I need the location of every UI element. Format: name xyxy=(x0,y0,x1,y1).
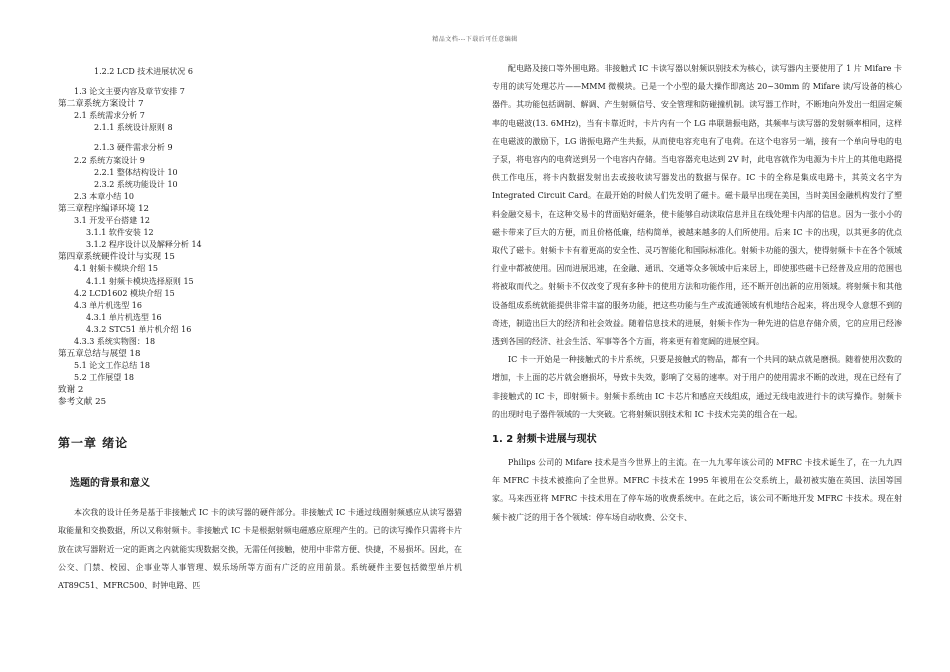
right-paragraph-1: 配电路及接口等外围电路。非接触式 IC 卡读写器以射频识别技术为核心，读写器内主要使用了 1 片 Mifare 卡专用的读写处理芯片——MMM 微模块。已是一个小型的最大操作即离达 20~30mm 的 Mifare 读/写设备的核心器件。其功能包括调制、解调、产生射频信号、安全管理和防碰撞机制。读写器工作时，不断地向外发出一组固定频率的电磁波(13. 6MHz)，当有卡靠近时，卡片内有一个 LG 串联谐振电路，其频率与读写器的发射频率相同，这样在电磁波的激励下，LG 谐振电路产生共振，从而使电容充电有了电荷。在这个电容另一端，接有一个单向导电的电子泵，将电容内的电荷送到另一个电容内存储。当电容器充电达到 2V 时，此电容就作为电源为卡片上的其他电路提供工作电压，将卡内数据发射出去或接收读写器发出的数据与保存。IC 卡的全称是集成电路卡，其英文名字为 Integrated Circuit Card。在最开始的时候人们先发明了磁卡。磁卡最早出现在美国，当时美国金融机构发行了塑料金融交易卡，在这种交易卡的背面贴好磁条，使卡能够自动读取信息并且在线处理卡内部的信息。因为一张小小的磁卡带来了巨大的方便，而且价格低廉，结构简单，被越来越多的人们所使用。后来 IC 卡的出现，以其更多的优点取代了磁卡。射频卡卡有着更高的安全性、灵巧智能化和国际标准化。射频卡功能的强大，使得射频卡卡在各个领域行业中都被使用。因而进展迅速，在金融、通讯、交通等众多领域中后来居上，即使那些磁卡已经普及应用的范围也将被取而代之。射频卡不仅改变了现有多种卡的使用方法和功能作用，还不断开创出新的应用领域。将射频卡和其他设备组成系统就能提供非常丰富的服务功能，把这些功能与生产或流通领域有机地结合起来，将出现令人意想不到的奇迹，制造出巨大的经济和社会效益。随着信息技术的进展，射频卡作为一种先进的信息存储介质，它的应用已经渗透到各国的经济、社会生活、军事等各个方面，将来更有着宽阔的进展空间。 xyxy=(492,64,902,347)
left-paragraph: 本次我的设计任务是基于非接触式 IC 卡的读写器的硬件部分。非接触式 IC 卡通过线圈射频感应从读写器猎取能量和交换数据，所以又称射频卡。非接触式 IC 卡是根据射频电磁感应原理产生的。已的读写操作只需将卡片放在读写器附近一定的距离之内就能实现数据交换，无需任何接触，使用中非常方便、快捷，不易损坏。因此，在公交、门禁、校园、企事业等人事管理、娱乐场所等方面有广泛的应用前景。系统硬件主要包括微型单片机 AT89C51、MFRC500、时钟电路、匹 xyxy=(58,508,462,591)
toc-entry: 致谢 2 xyxy=(58,385,84,396)
toc-entry: 2.2.1 整体结构设计 10 xyxy=(94,167,178,177)
toc-entry: 2.3.2 系统功能设计 10 xyxy=(94,179,178,189)
right-paragraph-2: IC 卡一开始是一种接触式的卡片系统，只要是接触式的物品，都有一个共同的缺点就是磨损。随着使用次数的增加，卡上面的芯片就会磨损坏，导致卡失效，影响了交易的速率。对于用户的使用需求不断的改进，现在已经有了非接触式的 IC 卡，即射频卡。射频卡系统由 IC 卡芯片和感应天线组成，通过无线电波进行卡的读写操作。射频卡的出现时电子器件领域的一大突破。它将射频识别技术和 IC 卡技术完美的组合在一起。 xyxy=(492,355,902,419)
toc-entry: 4.1 射频卡模块介绍 15 xyxy=(74,264,158,274)
toc-entry: 2.1.3 硬件需求分析 9 xyxy=(94,143,173,153)
toc-entry: 4.3 单片机选型 16 xyxy=(74,300,142,310)
table-of-contents xyxy=(58,66,458,409)
toc-entry: 3.1.1 软件安装 12 xyxy=(86,228,154,238)
toc-entry: 5.1 论文工作总结 18 xyxy=(74,361,150,371)
page-header: 精品文档---下载后可任意编辑 xyxy=(432,36,518,43)
right-section-title: 1. 2 射频卡进展与现状 xyxy=(492,434,597,446)
toc-entry: 5.2 工作展望 18 xyxy=(74,373,134,383)
toc-gap xyxy=(58,134,458,142)
toc-entry: 2.2 系统方案设计 9 xyxy=(74,155,145,165)
toc-entry: 3.1.2 程序设计以及解释分析 14 xyxy=(86,240,202,250)
toc-entry: 第三章程序编译环境 12 xyxy=(58,203,150,214)
section-title: 选题的背景和意义 xyxy=(70,478,150,489)
toc-entry: 1.2.2 LCD 技术进展状况 6 xyxy=(94,67,193,76)
toc-gap xyxy=(58,78,458,86)
toc-entry: 2.3 本章小结 10 xyxy=(74,191,134,201)
toc-entry: 4.3.1 单片机选型 16 xyxy=(86,312,162,322)
toc-entry: 4.3.2 STC51 单片机介绍 16 xyxy=(86,324,192,334)
chapter-title: 第一章 绪论 xyxy=(58,436,129,450)
toc-entry: 参考文献 25 xyxy=(58,397,107,408)
toc-entry: 4.1.1 射频卡模块选择原则 15 xyxy=(86,276,194,286)
toc-entry: 第五章总结与展望 18 xyxy=(58,349,141,360)
toc-entry: 3.1 开发平台搭建 12 xyxy=(74,216,150,226)
toc-entry: 4.2 LCD1602 模块介绍 15 xyxy=(74,288,175,298)
toc-entry: 第四章系统硬件设计与实现 15 xyxy=(58,252,175,263)
toc-entry: 第二章系统方案设计 7 xyxy=(58,99,144,110)
toc-entry: 2.1.1 系统设计原则 8 xyxy=(94,123,173,133)
toc-entry: 4.3.3 系统实物图：18 xyxy=(74,336,156,346)
toc-entry: 1.3 论文主要内容及章节安排 7 xyxy=(74,87,185,97)
toc-entry: 2.1 系统需求分析 7 xyxy=(74,111,145,121)
right-column xyxy=(492,60,902,527)
right-paragraph-3: Philips 公司的 Mifare 技术是当今世界上的主流。在一九九零年该公司的 MFRC 卡技术诞生了，在一九九四年 MFRC 卡技术被推向了全世界。MFRC 卡技术在 1995 年被用在公交系统上，最初被实施在英国、法国等国家。马来西亚将 MFRC 卡技术用在了停车场的收费系统中。在此之后，该公司不断地开发 MFRC 卡技术。现在射频卡被广泛的用于各个领域：停车场自动收费、公交卡、 xyxy=(492,458,902,522)
